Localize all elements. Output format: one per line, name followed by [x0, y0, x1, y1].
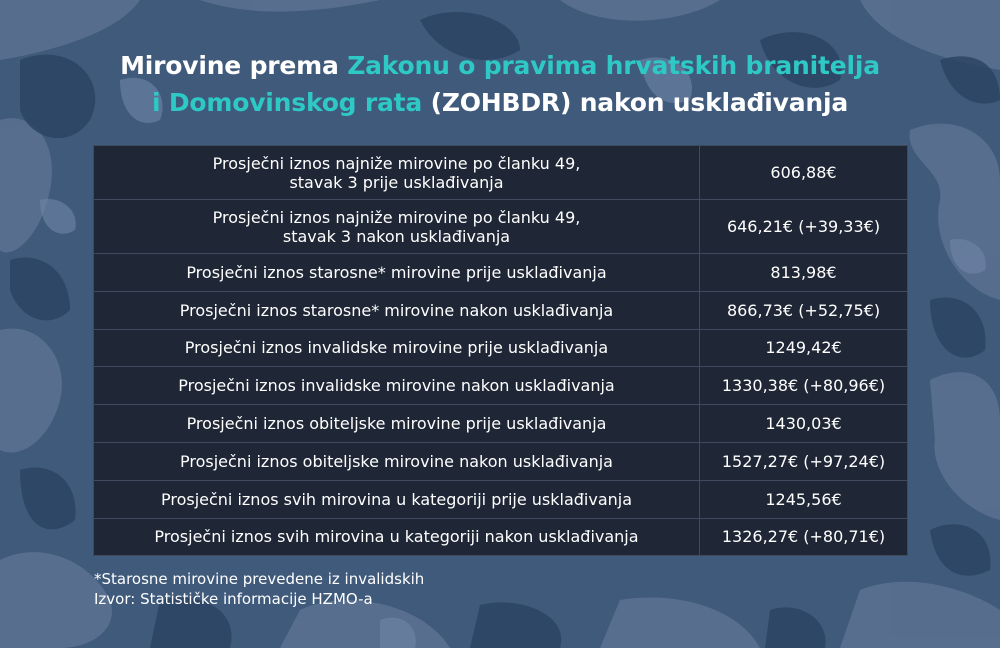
footnote	[94, 569, 424, 609]
table-row	[94, 367, 908, 405]
title-accent-2: i Domovinskog rata	[151, 88, 423, 117]
footnote-note: *Starosne mirovine prevedene iz invalidskih	[94, 570, 425, 588]
row-label-line-2: stavak 3 prije usklađivanja	[289, 172, 504, 192]
title-accent-1: Zakonu o pravima hrvatskih branitelja	[347, 51, 880, 80]
row-value: 1245,56€	[700, 480, 908, 518]
row-label-line-1: Prosječni iznos najniže mirovine po članku 49,	[212, 153, 581, 173]
row-value: 1326,27€ (+80,71€)	[700, 518, 908, 556]
table-row	[94, 518, 908, 556]
row-label: Prosječni iznos obiteljske mirovine prije usklađivanja	[94, 405, 700, 443]
row-label	[94, 146, 700, 200]
row-label: Prosječni iznos starosne* mirovine nakon usklađivanja	[94, 291, 700, 329]
row-label	[94, 200, 700, 254]
title-part-2: (ZOHBDR) nakon usklađivanja	[422, 88, 849, 117]
row-label: Prosječni iznos invalidske mirovine prije usklađivanja	[94, 329, 700, 367]
table-row	[94, 291, 908, 329]
title-line-1	[0, 47, 1000, 84]
table-row	[94, 405, 908, 443]
page-title	[0, 47, 1000, 121]
title-line-2	[0, 84, 1000, 121]
row-label: Prosječni iznos svih mirovina u kategoriji nakon usklađivanja	[94, 518, 700, 556]
pension-table	[93, 145, 908, 556]
row-label-line-1: Prosječni iznos najniže mirovine po članku 49,	[212, 207, 581, 227]
title-part-1: Mirovine prema	[120, 51, 348, 80]
row-value: 1527,27€ (+97,24€)	[700, 442, 908, 480]
row-value: 1430,03€	[700, 405, 908, 443]
row-value: 866,73€ (+52,75€)	[700, 291, 908, 329]
table-row	[94, 442, 908, 480]
table-row	[94, 200, 908, 254]
row-value: 646,21€ (+39,33€)	[700, 200, 908, 254]
row-value: 813,98€	[700, 254, 908, 292]
source-note: Izvor: Statističke informacije HZMO-a	[94, 590, 373, 608]
table-row	[94, 329, 908, 367]
row-label: Prosječni iznos invalidske mirovine nakon usklađivanja	[94, 367, 700, 405]
table-row	[94, 146, 908, 200]
row-value: 606,88€	[700, 146, 908, 200]
row-label: Prosječni iznos starosne* mirovine prije usklađivanja	[94, 254, 700, 292]
row-label: Prosječni iznos svih mirovina u kategoriji prije usklađivanja	[94, 480, 700, 518]
table-row	[94, 480, 908, 518]
table-row	[94, 254, 908, 292]
row-value: 1330,38€ (+80,96€)	[700, 367, 908, 405]
row-label-line-2: stavak 3 nakon usklađivanja	[282, 226, 511, 246]
row-label: Prosječni iznos obiteljske mirovine nakon usklađivanja	[94, 442, 700, 480]
row-value: 1249,42€	[700, 329, 908, 367]
